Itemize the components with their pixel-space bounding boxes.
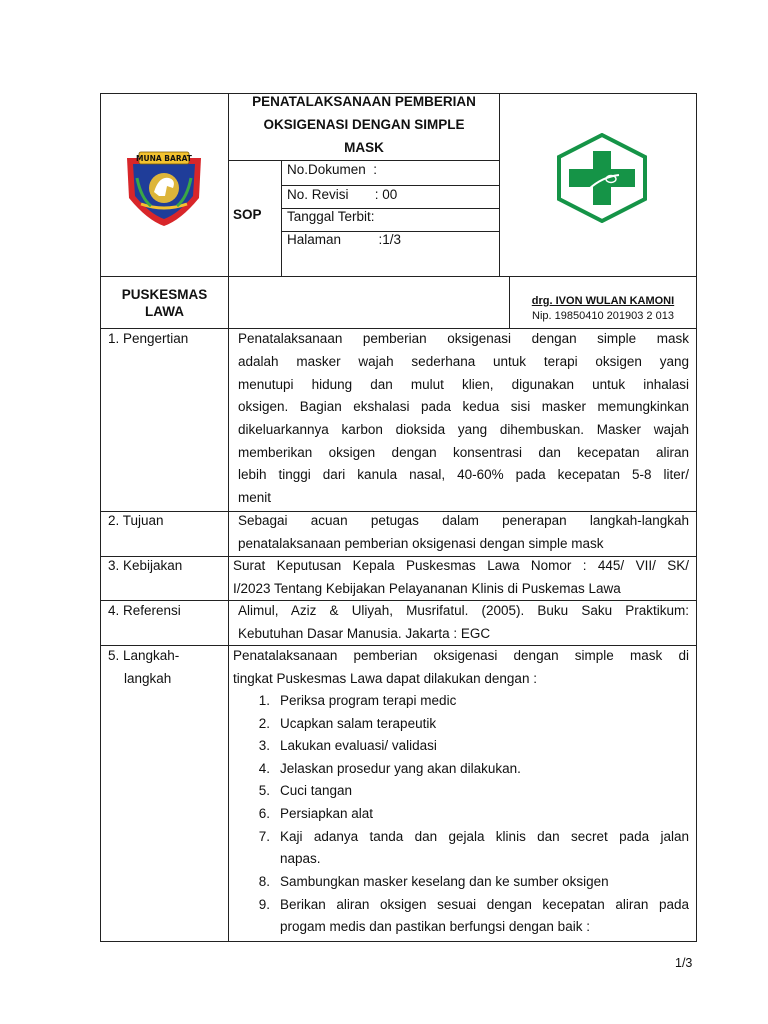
body-line: penatalaksanaan pemberian oksigenasi dengan simple mask: [238, 536, 604, 551]
step-number: 5.: [258, 783, 270, 798]
document-title: [229, 90, 499, 159]
step-text: progam medis dan pastikan berfungsi dengan baik :: [280, 919, 590, 934]
step-text: Cuci tangan: [280, 783, 353, 798]
org-line: LAWA: [145, 304, 184, 319]
step-number: 6.: [258, 806, 270, 821]
step-number: 3.: [258, 738, 270, 753]
doc-field-no-revisi: No. Revisi : 00: [287, 187, 398, 202]
section-label-tujuan: 2. Tujuan: [108, 513, 164, 528]
body-line: Surat Keputusan Kepala Puskesmas Lawa Nomor : 445/ VII/ SK/: [233, 558, 689, 573]
doc-field-halaman: Halaman :1/3: [287, 232, 402, 247]
signatory-nip: Nip. 19850410 201903 2 013: [532, 310, 674, 322]
body-line: memberikan oksigen dengan konsentrasi dan kecepatan aliran: [238, 445, 689, 460]
step-text: Sambungkan masker keselang dan ke sumber oksigen: [280, 874, 609, 889]
body-line: Penatalaksanaan pemberian oksigenasi dengan simple mask di: [233, 648, 689, 663]
page-number: 1/3: [675, 956, 693, 970]
section-label-langkah-cont: langkah: [124, 671, 172, 686]
section-label-langkah: 5. Langkah-: [108, 648, 180, 663]
org-name: [101, 286, 228, 320]
signatory-name: drg. IVON WULAN KAMONI: [531, 295, 675, 307]
body-line: lebih tinggi dari kanula nasal, 40-60% pada kecepatan 5-8 liter/: [238, 467, 689, 482]
step-number: 9.: [258, 897, 270, 912]
step-text: Kaji adanya tanda dan gejala klinis dan secret pada jalan: [280, 829, 689, 844]
step-text: napas.: [280, 851, 321, 866]
step-number: 8.: [258, 874, 270, 889]
body-line: menit: [238, 490, 272, 505]
section-label-kebijakan: 3. Kebijakan: [108, 558, 183, 573]
body-line: Alimul, Aziz & Uliyah, Musrifatul. (2005). Buku Saku Praktikum:: [238, 603, 689, 618]
step-text: Ucapkan salam terapeutik: [280, 716, 437, 731]
doc-field-no-dokumen: No.Dokumen :: [287, 162, 378, 177]
doc-field-tanggal-terbit: Tanggal Terbit:: [287, 209, 375, 224]
title-line: MASK: [344, 140, 384, 155]
sop-label: SOP: [233, 207, 262, 222]
body-line: Penatalaksanaan pemberian oksigenasi dengan simple mask: [238, 331, 689, 346]
step-text: Berikan aliran oksigen sesuai dengan kecepatan aliran pada: [280, 897, 689, 912]
step-text: Lakukan evaluasi/ validasi: [280, 738, 437, 753]
step-number: 2.: [258, 716, 270, 731]
step-text: Jelaskan prosedur yang akan dilakukan.: [280, 761, 521, 776]
section-label-pengertian: 1. Pengertian: [108, 331, 189, 346]
org-line: PUSKESMAS: [121, 287, 208, 302]
step-text: Periksa program terapi medic: [280, 693, 457, 708]
section-label-referensi: 4. Referensi: [108, 603, 181, 618]
body-line: Kebutuhan Dasar Manusia. Jakarta : EGC: [238, 626, 491, 641]
body-line: oksigen. Bagian ekshalasi pada kedua sisi masker memungkinkan: [238, 399, 689, 414]
step-number: 1.: [258, 693, 270, 708]
title-line: OKSIGENASI DENGAN SIMPLE: [263, 117, 465, 132]
body-line: tingkat Puskesmas Lawa dapat dilakukan dengan :: [233, 671, 537, 686]
muna-barat-logo: [121, 148, 207, 228]
step-number: 7.: [258, 829, 270, 844]
title-line: PENATALAKSANAAN PEMBERIAN: [252, 94, 476, 109]
body-line: adalah masker wajah sederhana untuk terapi oksigen yang: [238, 354, 689, 369]
step-text: Persiapkan alat: [280, 806, 374, 821]
logo-banner-text: MUNA BARAT: [136, 154, 192, 163]
puskesmas-logo: [555, 133, 649, 223]
body-line: dikeluarkannya karbon dioksida yang dihembuskan. Masker wajah: [238, 422, 689, 437]
step-number: 4.: [258, 761, 270, 776]
body-line: menutupi hidung dan mulut klien, digunakan untuk inhalasi: [238, 377, 689, 392]
body-line: I/2023 Tentang Kebijakan Pelayananan Klinis di Puskemas Lawa: [233, 581, 621, 596]
body-line: Sebagai acuan petugas dalam penerapan langkah-langkah: [238, 513, 689, 528]
signatory: [510, 294, 696, 324]
